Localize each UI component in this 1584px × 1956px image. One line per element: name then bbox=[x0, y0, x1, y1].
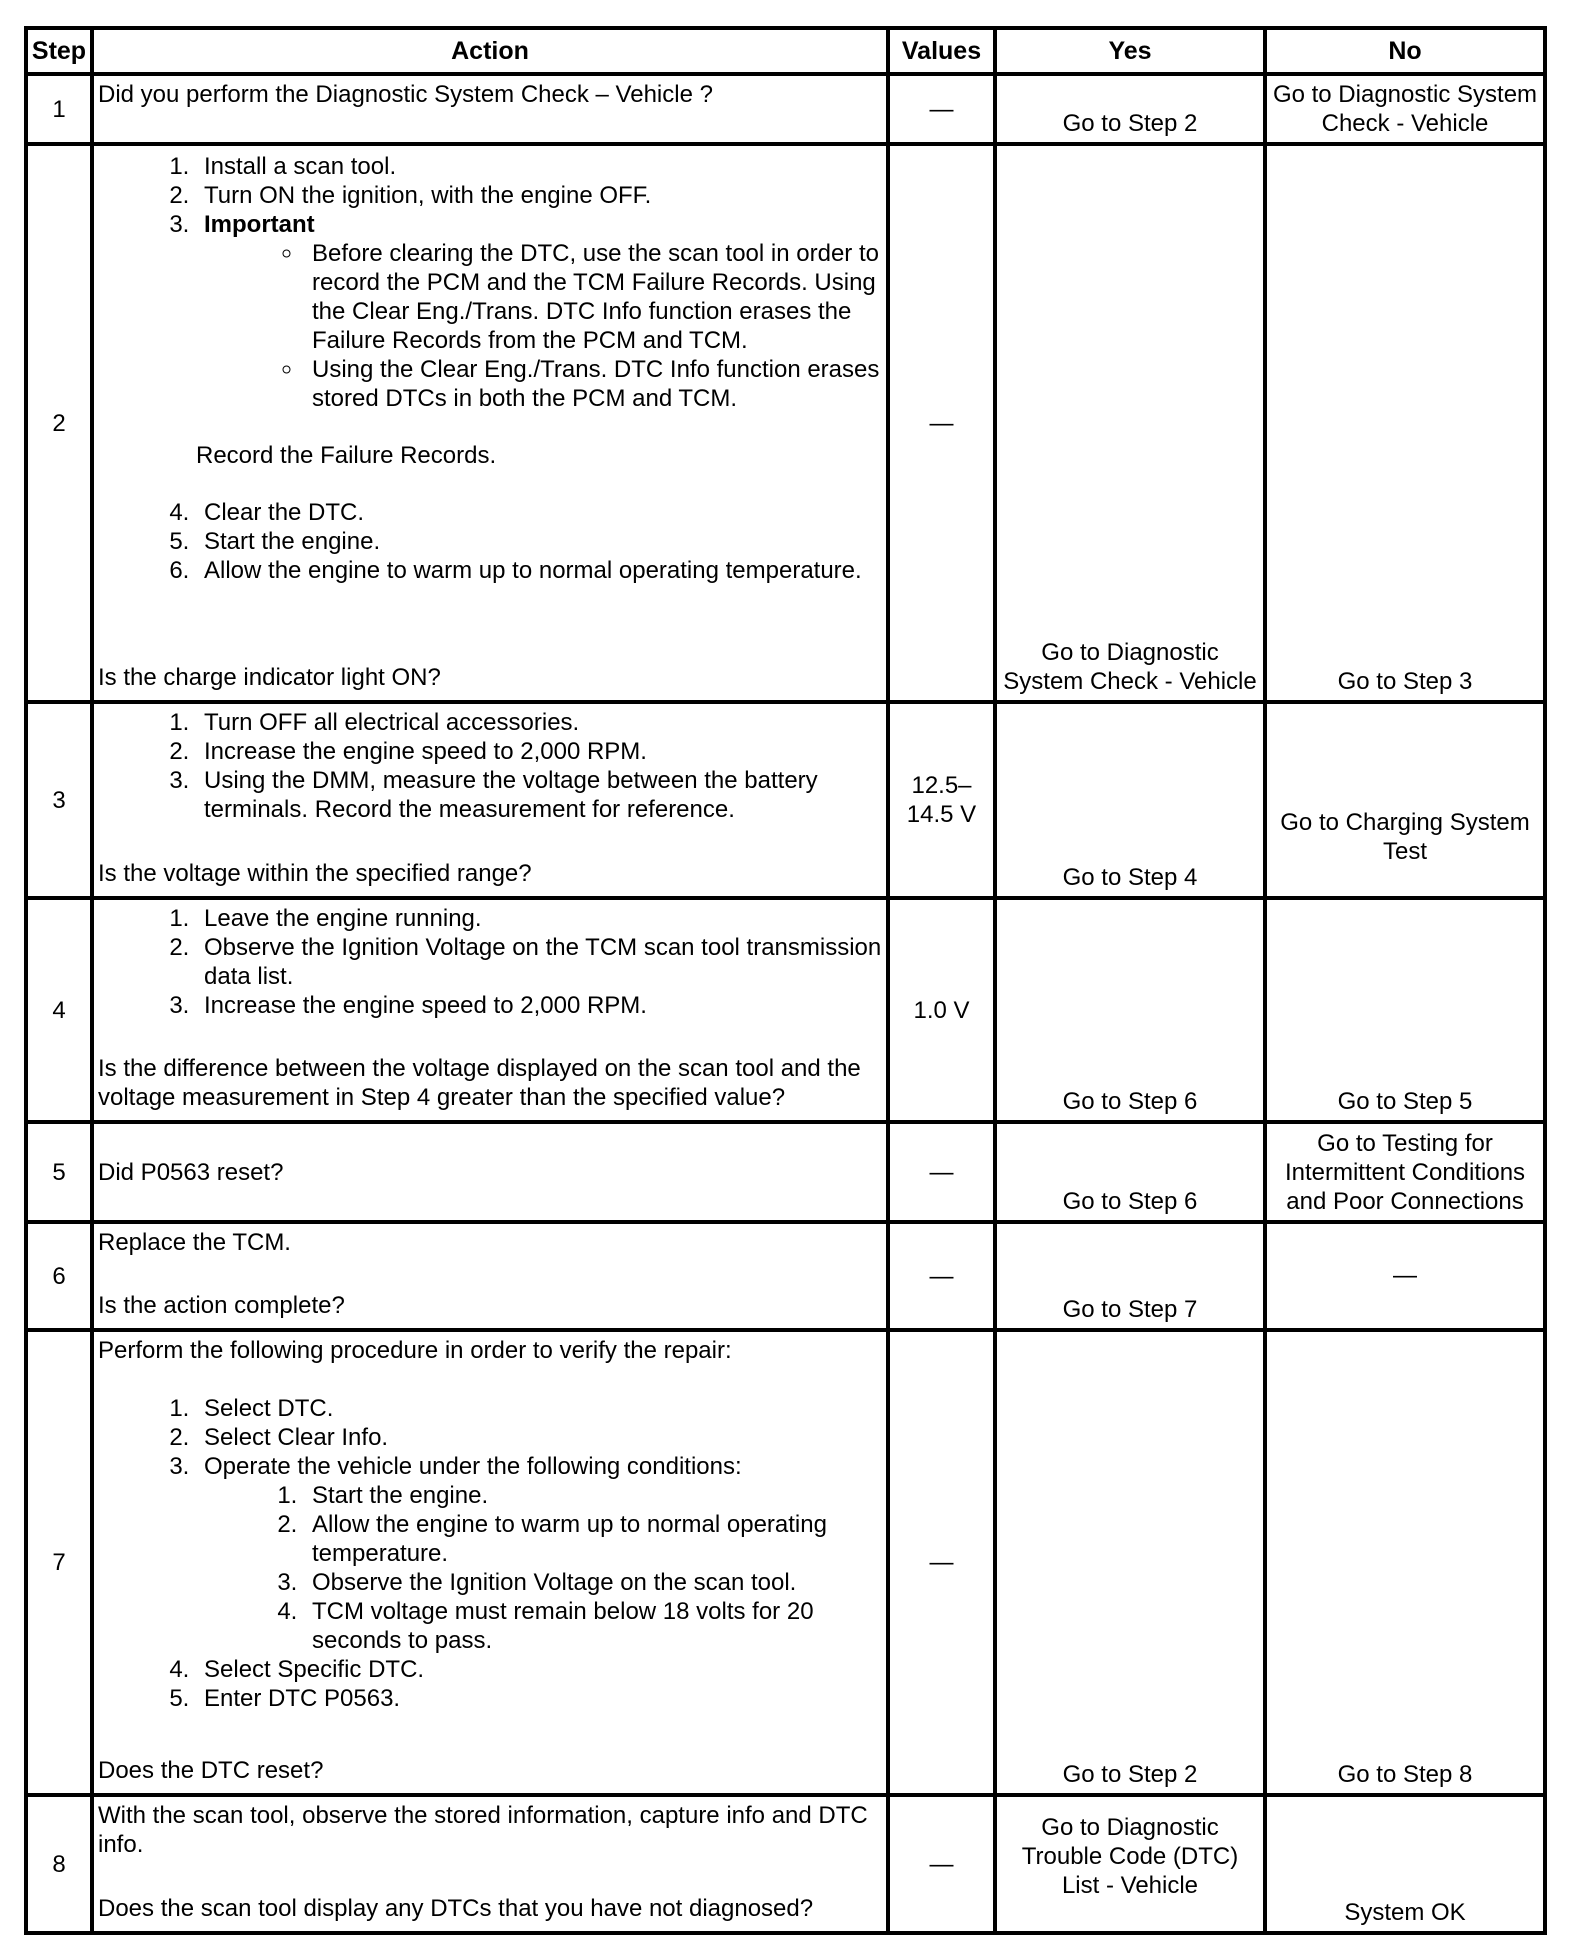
table-row-step-6 bbox=[26, 1222, 1545, 1330]
list-item: 3. Observe the Ignition Voltage on the scan tool. bbox=[304, 1568, 882, 1597]
header-action: Action bbox=[92, 28, 888, 74]
question-text: Is the charge indicator light ON? bbox=[98, 664, 441, 691]
action-cell bbox=[92, 1795, 888, 1933]
value-cell: 1.0 V bbox=[888, 898, 995, 1122]
no-cell: System OK bbox=[1265, 1795, 1545, 1933]
list-item: 2. Select Clear Info. bbox=[196, 1423, 882, 1452]
list-item: ◦ Before clearing the DTC, use the scan tool in order to record the PCM and the TCM Failure Records. Using the Clear Eng./Trans. DTC Info function erases the Failure Records from the PCM and TCM. bbox=[304, 239, 882, 355]
list-item: ◦ Using the Clear Eng./Trans. DTC Info function erases stored DTCs in both the PCM and TCM. bbox=[304, 355, 882, 413]
step-number: 2 bbox=[26, 144, 92, 702]
list-item: 5. Start the engine. bbox=[196, 527, 882, 556]
no-cell: Go to Charging System Test bbox=[1265, 702, 1545, 898]
step-number: 6 bbox=[26, 1222, 92, 1330]
question-text: Is the voltage within the specified range? bbox=[98, 860, 532, 887]
action-cell bbox=[92, 74, 888, 144]
table-row-step-5 bbox=[26, 1122, 1545, 1222]
value-cell: — bbox=[888, 144, 995, 702]
step-number: 1 bbox=[26, 74, 92, 144]
list-item: 4. Clear the DTC. bbox=[196, 498, 882, 527]
action-text: Replace the TCM. bbox=[98, 1229, 291, 1256]
action-cell bbox=[92, 1330, 888, 1795]
no-cell: — bbox=[1265, 1222, 1545, 1330]
action-text: Did you perform the Diagnostic System Check – Vehicle ? bbox=[98, 81, 713, 108]
list-item: 6. Allow the engine to warm up to normal operating temperature. bbox=[196, 556, 882, 585]
step-number: 3 bbox=[26, 702, 92, 898]
table-row-step-1 bbox=[26, 74, 1545, 144]
list-item bbox=[196, 210, 882, 413]
list-item: 1. Install a scan tool. bbox=[196, 152, 882, 181]
header-yes: Yes bbox=[995, 28, 1265, 74]
list-item: 1. Leave the engine running. bbox=[196, 904, 882, 933]
question-text: Is the difference between the voltage displayed on the scan tool and the voltage measurement in Step 4 greater than the specified value? bbox=[98, 1055, 861, 1111]
table-row-step-7 bbox=[26, 1330, 1545, 1795]
table-row-step-2 bbox=[26, 144, 1545, 702]
yes-cell: Go to Step 2 bbox=[995, 1330, 1265, 1795]
action-list bbox=[98, 152, 882, 413]
list-item: 2. Increase the engine speed to 2,000 RPM. bbox=[196, 737, 882, 766]
list-item bbox=[196, 1452, 882, 1655]
list-item: 4. TCM voltage must remain below 18 volts for 20 seconds to pass. bbox=[304, 1597, 882, 1655]
yes-cell: Go to Step 6 bbox=[995, 1122, 1265, 1222]
yes-cell: Go to Diagnostic Trouble Code (DTC) List - Vehicle bbox=[995, 1795, 1265, 1933]
action-list bbox=[98, 904, 882, 1020]
header-values: Values bbox=[888, 28, 995, 74]
step-number: 5 bbox=[26, 1122, 92, 1222]
important-label: Important bbox=[204, 211, 315, 238]
question-text: Did P0563 reset? bbox=[98, 1158, 284, 1186]
header-step: Step bbox=[26, 28, 92, 74]
value-cell: — bbox=[888, 1222, 995, 1330]
action-cell bbox=[92, 898, 888, 1122]
action-cell bbox=[92, 144, 888, 702]
yes-cell: Go to Diagnostic System Check - Vehicle bbox=[995, 144, 1265, 702]
no-cell: Go to Step 5 bbox=[1265, 898, 1545, 1122]
question-text: Does the DTC reset? bbox=[98, 1757, 324, 1784]
yes-cell: Go to Step 2 bbox=[995, 74, 1265, 144]
header-row bbox=[26, 28, 1545, 74]
yes-cell: Go to Step 7 bbox=[995, 1222, 1265, 1330]
no-cell: Go to Diagnostic System Check - Vehicle bbox=[1265, 74, 1545, 144]
header-no: No bbox=[1265, 28, 1545, 74]
list-item: 1. Select DTC. bbox=[196, 1394, 882, 1423]
list-item: 5. Enter DTC P0563. bbox=[196, 1684, 882, 1713]
important-bullets bbox=[204, 239, 882, 413]
question-text: Does the scan tool display any DTCs that you have not diagnosed? bbox=[98, 1895, 814, 1922]
record-note: Record the Failure Records. bbox=[196, 442, 497, 469]
step-number: 4 bbox=[26, 898, 92, 1122]
no-cell: Go to Step 8 bbox=[1265, 1330, 1545, 1795]
table-row-step-4 bbox=[26, 898, 1545, 1122]
action-cell bbox=[92, 1122, 888, 1222]
value-line: 12.5– bbox=[911, 772, 972, 799]
list-item: 2. Allow the engine to warm up to normal operating temperature. bbox=[304, 1510, 882, 1568]
list-item: 2. Turn ON the ignition, with the engine OFF. bbox=[196, 181, 882, 210]
action-cell bbox=[92, 1222, 888, 1330]
list-item-text: Operate the vehicle under the following conditions: bbox=[204, 1453, 742, 1480]
step-number: 8 bbox=[26, 1795, 92, 1933]
action-cell bbox=[92, 702, 888, 898]
value-cell: — bbox=[888, 1795, 995, 1933]
list-item: 3. Using the DMM, measure the voltage between the battery terminals. Record the measurement for reference. bbox=[196, 766, 882, 824]
action-list bbox=[98, 1394, 882, 1713]
no-cell: Go to Step 3 bbox=[1265, 144, 1545, 702]
value-line: 14.5 V bbox=[906, 801, 977, 828]
list-item: 1. Start the engine. bbox=[304, 1481, 882, 1510]
action-text: Perform the following procedure in order to verify the repair: bbox=[98, 1337, 732, 1364]
value-cell: — bbox=[888, 74, 995, 144]
action-list bbox=[98, 708, 882, 824]
diagnostic-table bbox=[24, 26, 1547, 1935]
sub-list bbox=[204, 1481, 882, 1655]
action-list bbox=[98, 498, 882, 585]
list-item: 2. Observe the Ignition Voltage on the TCM scan tool transmission data list. bbox=[196, 933, 882, 991]
value-cell: — bbox=[888, 1122, 995, 1222]
yes-cell: Go to Step 6 bbox=[995, 898, 1265, 1122]
list-item: 3. Increase the engine speed to 2,000 RPM. bbox=[196, 991, 882, 1020]
question-text: Is the action complete? bbox=[98, 1292, 345, 1319]
step-number: 7 bbox=[26, 1330, 92, 1795]
list-item: 1. Turn OFF all electrical accessories. bbox=[196, 708, 882, 737]
yes-cell: Go to Step 4 bbox=[995, 702, 1265, 898]
value-cell bbox=[888, 702, 995, 898]
list-item: 4. Select Specific DTC. bbox=[196, 1655, 882, 1684]
no-cell: Go to Testing for Intermittent Conditions and Poor Connections bbox=[1265, 1122, 1545, 1222]
action-text: With the scan tool, observe the stored information, capture info and DTC info. bbox=[98, 1802, 868, 1858]
value-cell: — bbox=[888, 1330, 995, 1795]
table-row-step-3 bbox=[26, 702, 1545, 898]
table-row-step-8 bbox=[26, 1795, 1545, 1933]
